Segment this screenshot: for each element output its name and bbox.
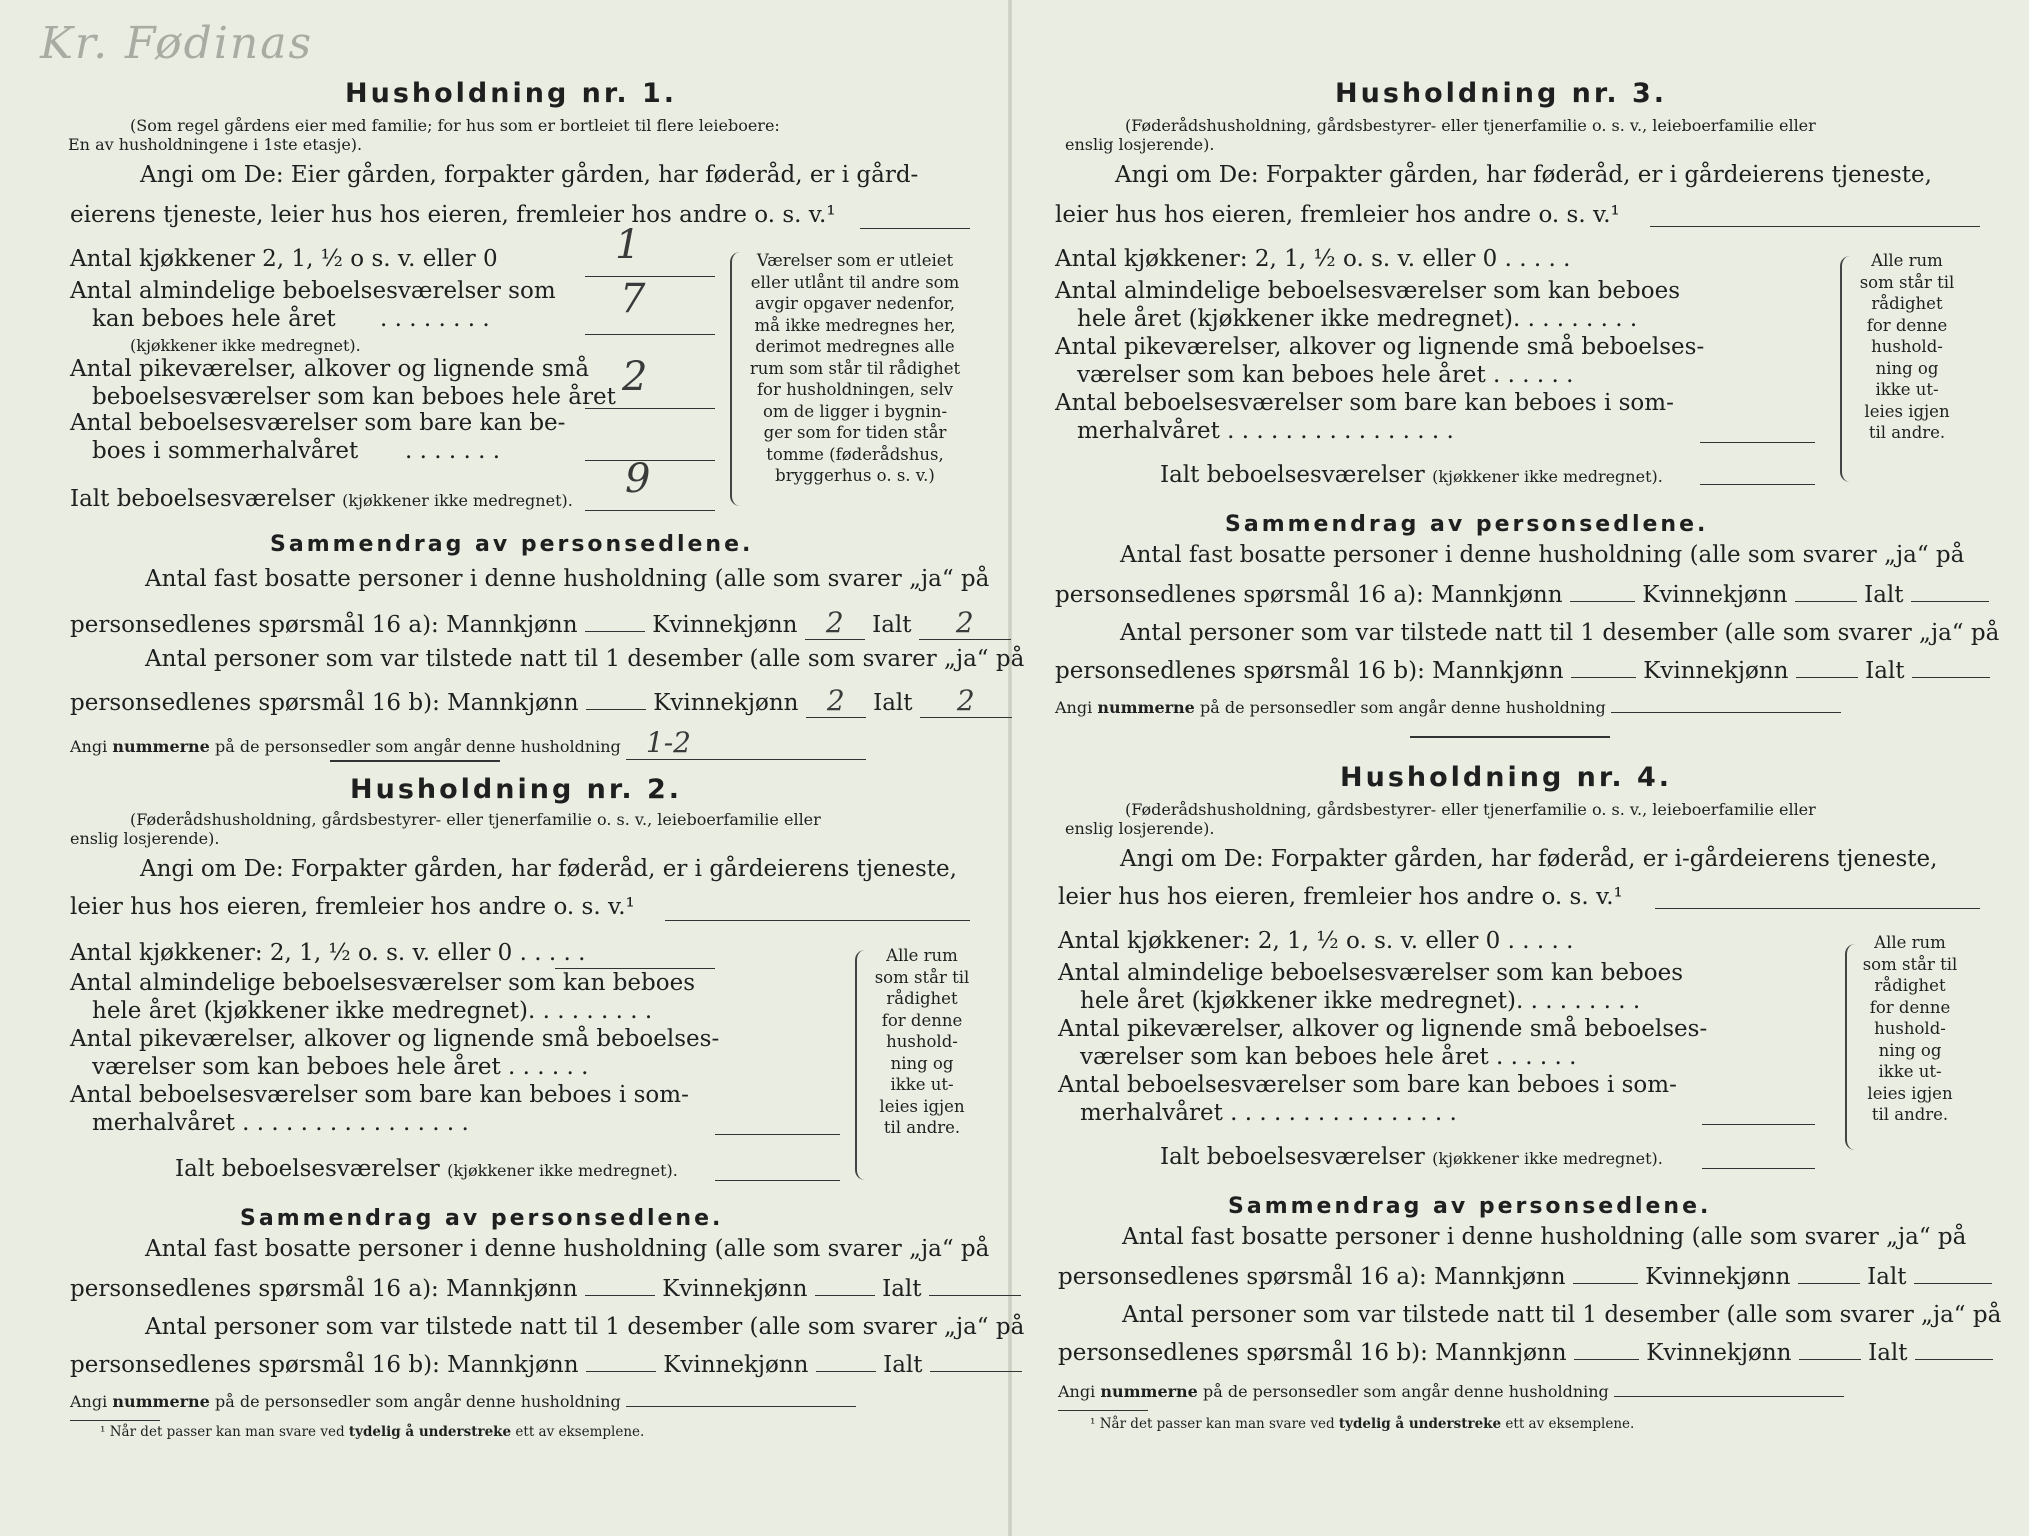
label: personsedlenes spørsmål 16 b): Mannkjønn xyxy=(70,1352,579,1378)
household-1-question-cont: eierens tjeneste, leier hus hos eieren, fremleier hos andre o. s. v.¹ xyxy=(70,202,836,228)
rooms-label: Antal almindelige beboelsesværelser som xyxy=(70,278,556,304)
small-rooms-value[interactable]: 2 xyxy=(622,354,648,400)
side-note: Alle rum som står til rådighet for denne hushold- ning og ikke ut- leies igjen til andre. xyxy=(874,946,970,1137)
footnote-text: ¹ Når det passer kan man svare ved xyxy=(1090,1416,1335,1432)
footnote-text: ¹ Når det passer kan man svare ved xyxy=(100,1424,345,1440)
numbers-field[interactable] xyxy=(626,1406,856,1407)
rooms-note: (kjøkkener ikke medregnet). xyxy=(130,336,361,355)
small-rooms-label: Antal pikeværelser, alkover og lignende små beboelses- xyxy=(1055,334,1705,360)
label: personsedlenes spørsmål 16 a): Mannkjønn xyxy=(1058,1264,1566,1290)
total-note: (kjøkkener ikke medregnet). xyxy=(447,1161,678,1180)
rooms-label-cont: kan beboes hele året xyxy=(92,306,336,332)
label: Kvinnekjønn xyxy=(653,690,799,716)
subtitle-line: enslig losjerende). xyxy=(1065,135,1215,154)
numbers-field[interactable] xyxy=(1614,1396,1844,1397)
male-field[interactable] xyxy=(1570,601,1635,602)
answer-line[interactable] xyxy=(585,408,715,409)
answer-line[interactable] xyxy=(1702,1168,1815,1169)
label: på de personsedler som angår denne husholdning xyxy=(1202,1382,1609,1401)
small-rooms-label-cont: værelser som kan beboes hele året . . . . . . xyxy=(92,1054,589,1080)
answer-line[interactable] xyxy=(715,1134,840,1135)
label: personsedlenes spørsmål 16 a): Mannkjønn xyxy=(70,1276,578,1302)
total-field[interactable] xyxy=(1914,1283,1992,1284)
label: personsedlenes spørsmål 16 a): Mannkjønn xyxy=(70,612,578,638)
rooms-label: Antal almindelige beboelsesværelser som kan beboes xyxy=(70,970,696,996)
label: Kvinnekjønn xyxy=(663,1352,809,1378)
side-note: Alle rum som står til rådighet for denne hushold- ning og ikke ut- leies igjen til andre. xyxy=(1862,933,1958,1124)
answer-line[interactable] xyxy=(585,276,715,277)
total-note: (kjøkkener ikke medregnet). xyxy=(342,491,573,510)
male-field[interactable] xyxy=(586,1371,656,1372)
label: Kvinnekjønn xyxy=(652,612,798,638)
household-3-question: Angi om De: Forpakter gården, har føderåd, er i gårdeierens tjeneste, xyxy=(1115,162,1932,188)
answer-line[interactable] xyxy=(665,920,970,921)
rooms-value[interactable]: 7 xyxy=(620,276,646,322)
label: personsedlenes spørsmål 16 b): Mannkjønn xyxy=(1055,658,1564,684)
summary-2-row xyxy=(1055,658,1990,684)
label-bold: nummerne xyxy=(112,1392,210,1411)
label: personsedlenes spørsmål 16 b): Mannkjønn xyxy=(70,690,579,716)
label: Kvinnekjønn xyxy=(1646,1340,1792,1366)
kitchens-label: Antal kjøkkener 2, 1, ½ o s. v. eller 0 xyxy=(70,246,498,272)
total-rooms-label xyxy=(175,1156,678,1182)
small-rooms-label: Antal pikeværelser, alkover og lignende små beboelses- xyxy=(1058,1016,1708,1042)
household-1-title: Husholdning nr. 1. xyxy=(345,78,678,109)
summary-1-label: Antal fast bosatte personer i denne husholdning (alle som svarer „ja“ på xyxy=(1122,1224,1967,1250)
numbers-row xyxy=(1058,1382,1844,1401)
dot-leader: . . . . . . . xyxy=(405,438,501,464)
rooms-label-cont: hele året (kjøkkener ikke medregnet). . . . . . . . . xyxy=(1080,988,1641,1014)
right-page xyxy=(1010,0,2029,1536)
summer-rooms-label: Antal beboelsesværelser som bare kan beboes i som- xyxy=(70,1082,689,1108)
answer-line[interactable] xyxy=(715,1180,840,1181)
male-field[interactable] xyxy=(1573,1283,1638,1284)
label: Kvinnekjønn xyxy=(1645,1264,1791,1290)
label-bold: nummerne xyxy=(112,737,210,756)
label: Kvinnekjønn xyxy=(662,1276,808,1302)
answer-line[interactable] xyxy=(860,228,970,229)
kitchens-label: Antal kjøkkener: 2, 1, ½ o. s. v. eller 0 . . . . . xyxy=(70,940,586,966)
summer-rooms-label-cont: merhalvåret . . . . . . . . . . . . . . . . xyxy=(92,1110,469,1136)
total-rooms-value[interactable]: 9 xyxy=(625,456,651,502)
numbers-field[interactable] xyxy=(1611,712,1841,713)
subtitle-line: (Føderådshusholdning, gårdsbestyrer- eller tjenerfamilie o. s. v., leieboerfamilie eller xyxy=(130,810,821,829)
household-3-title: Husholdning nr. 3. xyxy=(1335,78,1668,109)
total-text: Ialt beboelsesværelser xyxy=(1160,462,1425,488)
summary-title: Sammendrag av personsedlene. xyxy=(270,532,754,557)
female-field[interactable] xyxy=(1796,677,1858,678)
label: på de personsedler som angår denne husholdning xyxy=(214,1392,621,1411)
male-field[interactable] xyxy=(586,709,646,710)
footnote-text: ett av eksemplene. xyxy=(1505,1416,1635,1432)
rooms-label-cont: hele året (kjøkkener ikke medregnet). . . . . . . . . xyxy=(92,998,653,1024)
summary-1-row xyxy=(1055,582,1989,608)
answer-line[interactable] xyxy=(1702,1124,1815,1125)
summary-2-row xyxy=(70,684,1012,718)
answer-line[interactable] xyxy=(1700,442,1815,443)
label: på de personsedler som angår denne husholdning xyxy=(1199,698,1606,717)
total-note: (kjøkkener ikke medregnet). xyxy=(1432,1149,1663,1168)
summary-1-label: Antal fast bosatte personer i denne husholdning (alle som svarer „ja“ på xyxy=(145,1236,990,1262)
answer-line[interactable] xyxy=(1650,226,1980,227)
summary-1-label: Antal fast bosatte personer i denne husholdning (alle som svarer „ja“ på xyxy=(145,566,990,592)
subtitle-line: (Føderådshusholdning, gårdsbestyrer- eller tjenerfamilie o. s. v., leieboerfamilie eller xyxy=(1125,116,1816,135)
label: Ialt xyxy=(1868,1340,1908,1366)
label: Ialt xyxy=(872,612,912,638)
label: på de personsedler som angår denne husholdning xyxy=(214,737,621,756)
total-field[interactable] xyxy=(929,1295,1021,1296)
household-4-title: Husholdning nr. 4. xyxy=(1340,762,1673,793)
label: Ialt xyxy=(1865,658,1905,684)
answer-line[interactable] xyxy=(1655,908,1980,909)
male-field[interactable] xyxy=(1571,677,1636,678)
label: Angi xyxy=(1055,698,1093,717)
numbers-field[interactable]: 1-2 xyxy=(626,726,866,760)
numbers-row xyxy=(1055,698,1841,717)
male-field[interactable] xyxy=(585,1295,655,1296)
label: Kvinnekjønn xyxy=(1642,582,1788,608)
corner-note: Kr. Fødinas xyxy=(40,18,314,69)
label: Ialt xyxy=(883,1352,923,1378)
household-2-title: Husholdning nr. 2. xyxy=(350,774,683,805)
household-1-question: Angi om De: Eier gården, forpakter gården, har føderåd, er i gård- xyxy=(140,162,919,188)
footnote-bold: tydelig å understreke xyxy=(1338,1416,1502,1432)
footnote xyxy=(1090,1416,1634,1432)
answer-line[interactable] xyxy=(555,968,715,969)
household-2-subtitle xyxy=(70,810,970,848)
footnote-bold: tydelig å understreke xyxy=(348,1424,512,1440)
side-note: Værelser som er utleiet eller utlånt til andre som avgir opgaver nedenfor, må ikke medregnes her, derimot medregnes alle rum som står til rådighet for husholdningen, selv om de ligger i bygnin- ger som for tiden står tomme (føderådshus, bryggerhus o. s. v.) xyxy=(749,251,961,485)
summary-2-label: Antal personer som var tilstede natt til 1 desember (alle som svarer „ja“ på xyxy=(1122,1302,2002,1328)
small-rooms-label-cont: værelser som kan beboes hele året . . . . . . xyxy=(1077,362,1574,388)
total-field[interactable]: 2 xyxy=(919,606,1011,640)
kitchens-label: Antal kjøkkener: 2, 1, ½ o. s. v. eller 0 . . . . . xyxy=(1058,928,1574,954)
summary-2-label: Antal personer som var tilstede natt til 1 desember (alle som svarer „ja“ på xyxy=(145,1314,1025,1340)
total-field[interactable] xyxy=(1912,677,1990,678)
household-2-question-cont: leier hus hos eieren, fremleier hos andre o. s. v.¹ xyxy=(70,894,635,920)
total-field[interactable] xyxy=(930,1371,1022,1372)
summary-title: Sammendrag av personsedlene. xyxy=(240,1206,724,1231)
summary-1-row xyxy=(1058,1264,1992,1290)
label-bold: nummerne xyxy=(1097,698,1195,717)
label: personsedlenes spørsmål 16 a): Mannkjønn xyxy=(1055,582,1563,608)
footnote-rule xyxy=(70,1420,160,1421)
separator xyxy=(330,760,500,762)
total-field[interactable] xyxy=(1915,1359,1993,1360)
summary-2-row xyxy=(70,1352,1022,1378)
summer-rooms-label-cont: boes i sommerhalvåret xyxy=(92,438,359,464)
small-rooms-label-cont: værelser som kan beboes hele året . . . . . . xyxy=(1080,1044,1577,1070)
total-note: (kjøkkener ikke medregnet). xyxy=(1432,467,1663,486)
kitchens-value[interactable]: 1 xyxy=(615,222,641,268)
female-field[interactable] xyxy=(1795,601,1857,602)
label: Ialt xyxy=(873,690,913,716)
footnote xyxy=(100,1424,644,1440)
summary-1-label: Antal fast bosatte personer i denne husholdning (alle som svarer „ja“ på xyxy=(1120,542,1965,568)
small-rooms-label: Antal pikeværelser, alkover og lignende små beboelses- xyxy=(70,1026,720,1052)
household-3-question-cont: leier hus hos eieren, fremleier hos andre o. s. v.¹ xyxy=(1055,202,1620,228)
label: Angi xyxy=(1058,1382,1096,1401)
summer-rooms-label: Antal beboelsesværelser som bare kan beboes i som- xyxy=(1055,390,1674,416)
female-field[interactable]: 2 xyxy=(806,684,866,718)
summary-2-row xyxy=(1058,1340,1993,1366)
male-field[interactable] xyxy=(1574,1359,1639,1360)
male-field[interactable] xyxy=(585,631,645,632)
total-text: Ialt beboelsesværelser xyxy=(70,486,335,512)
summer-rooms-label: Antal beboelsesværelser som bare kan beboes i som- xyxy=(1058,1072,1677,1098)
small-rooms-label-cont: beboelsesværelser som kan beboes hele året xyxy=(92,384,616,410)
total-rooms-label xyxy=(70,486,573,512)
female-field[interactable]: 2 xyxy=(805,606,865,640)
subtitle-line: (Som regel gårdens eier med familie; for hus som er bortleiet til flere leieboere: xyxy=(130,116,780,135)
summary-1-row xyxy=(70,1276,1021,1302)
total-text: Ialt beboelsesværelser xyxy=(1160,1144,1425,1170)
kitchens-label: Antal kjøkkener: 2, 1, ½ o. s. v. eller 0 . . . . . xyxy=(1055,246,1571,272)
summary-title: Sammendrag av personsedlene. xyxy=(1228,1194,1712,1219)
dot-leader: . . . . . . . . xyxy=(380,306,490,332)
summer-rooms-label-cont: merhalvåret . . . . . . . . . . . . . . . . xyxy=(1077,418,1454,444)
summary-2-label: Antal personer som var tilstede natt til 1 desember (alle som svarer „ja“ på xyxy=(1120,620,2000,646)
subtitle-line: enslig losjerende). xyxy=(1065,819,1215,838)
household-3-subtitle xyxy=(1065,116,1985,154)
answer-line[interactable] xyxy=(1700,484,1815,485)
separator xyxy=(1410,736,1610,738)
household-4-subtitle xyxy=(1065,800,1985,838)
numbers-row xyxy=(70,726,866,760)
footnote-rule xyxy=(1058,1410,1148,1411)
answer-line[interactable] xyxy=(585,334,715,335)
label: Angi xyxy=(70,737,108,756)
label: Ialt xyxy=(1864,582,1904,608)
summary-2-label: Antal personer som var tilstede natt til 1 desember (alle som svarer „ja“ på xyxy=(145,646,1025,672)
household-2-question: Angi om De: Forpakter gården, har føderåd, er i gårdeierens tjeneste, xyxy=(140,856,957,882)
total-text: Ialt beboelsesværelser xyxy=(175,1156,440,1182)
label: Ialt xyxy=(882,1276,922,1302)
total-rooms-label xyxy=(1160,1144,1663,1170)
label: Kvinnekjønn xyxy=(1643,658,1789,684)
household-4-question-cont: leier hus hos eieren, fremleier hos andre o. s. v.¹ xyxy=(1058,884,1623,910)
label: personsedlenes spørsmål 16 b): Mannkjønn xyxy=(1058,1340,1567,1366)
rooms-label-cont: hele året (kjøkkener ikke medregnet). . . . . . . . . xyxy=(1077,306,1638,332)
female-field[interactable] xyxy=(1798,1283,1860,1284)
numbers-row xyxy=(70,1392,856,1411)
subtitle-line: (Føderådshusholdning, gårdsbestyrer- eller tjenerfamilie o. s. v., leieboerfamilie eller xyxy=(1125,800,1816,819)
household-1-subtitle xyxy=(68,116,970,154)
female-field[interactable] xyxy=(815,1295,875,1296)
total-field[interactable] xyxy=(1911,601,1989,602)
summary-title: Sammendrag av personsedlene. xyxy=(1225,512,1709,537)
subtitle-line: enslig losjerende). xyxy=(70,829,220,848)
subtitle-line: En av husholdningene i 1ste etasje). xyxy=(68,135,363,154)
label: Ialt xyxy=(1867,1264,1907,1290)
total-field[interactable]: 2 xyxy=(920,684,1012,718)
female-field[interactable] xyxy=(1799,1359,1861,1360)
rooms-label: Antal almindelige beboelsesværelser som kan beboes xyxy=(1058,960,1684,986)
summer-rooms-label-cont: merhalvåret . . . . . . . . . . . . . . . . xyxy=(1080,1100,1457,1126)
label: Angi xyxy=(70,1392,108,1411)
footnote-text: ett av eksemplene. xyxy=(515,1424,645,1440)
label-bold: nummerne xyxy=(1100,1382,1198,1401)
answer-line[interactable] xyxy=(585,510,715,511)
side-note: Alle rum som står til rådighet for denne hushold- ning og ikke ut- leies igjen til andre. xyxy=(1859,251,1955,442)
total-rooms-label xyxy=(1160,462,1663,488)
small-rooms-label: Antal pikeværelser, alkover og lignende små xyxy=(70,356,590,382)
summary-1-row xyxy=(70,606,1011,640)
household-4-question: Angi om De: Forpakter gården, har føderåd, er i-gårdeierens tjeneste, xyxy=(1120,846,1938,872)
rooms-label: Antal almindelige beboelsesværelser som kan beboes xyxy=(1055,278,1681,304)
summer-rooms-label: Antal beboelsesværelser som bare kan be- xyxy=(70,410,566,436)
female-field[interactable] xyxy=(816,1371,876,1372)
